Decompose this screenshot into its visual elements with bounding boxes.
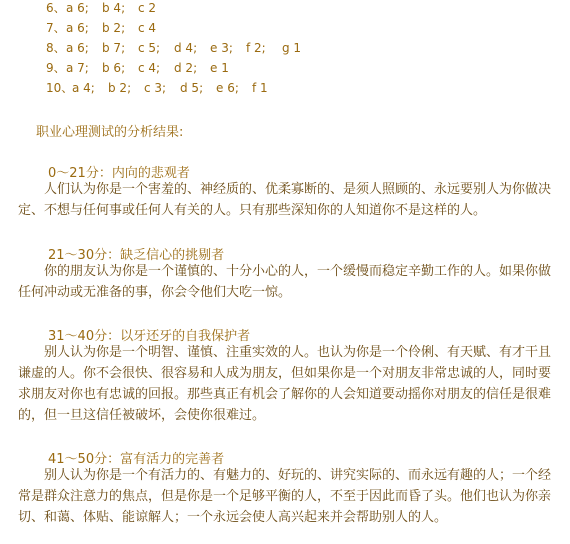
section-body-0-21: 人们认为你是一个害羞的、神经质的、优柔寡断的、是须人照顾的、永远要别人为你做决定、不想与任何事或任何人有关的人。只有那些深知你的人知道你不是这样的人。 <box>18 182 552 218</box>
option-score: b 4; <box>102 1 126 15</box>
option-score: d 5; <box>180 81 204 95</box>
question-number: 8、 <box>46 41 66 55</box>
question-number: 7、 <box>46 21 66 35</box>
section-heading-0-21: 0～21分：内向的悲观者 <box>48 166 190 181</box>
question-number: 9、 <box>46 61 66 75</box>
option-score: c 4; <box>138 61 161 75</box>
option-score: f 2; <box>246 41 266 55</box>
section-heading-31-40: 31～40分：以牙还牙的自我保护者 <box>48 329 251 344</box>
option-score: b 2; <box>108 81 132 95</box>
question-number: 6、 <box>46 1 66 15</box>
results-title: 职业心理测试的分析结果: <box>36 125 184 140</box>
question-number: 10、 <box>46 81 74 95</box>
section-body-31-40: 别人认为你是一个明智、谨慎、注重实效的人。也认为你是一个伶俐、有天赋、有才干且谦虚的人。你不会很快、很容易和人成为朋友，但如果你是一个对朋友非常忠诚的人，同时要求朋友对你也有忠诚的回报。那些真正有机会了解你的人会知道要动摇你对朋友的信任是很难的，但一旦这信任被破坏，会使你很难过。 <box>18 345 552 423</box>
option-score: a 6; <box>66 41 89 55</box>
option-score: d 4; <box>174 41 198 55</box>
option-score: b 6; <box>102 61 126 75</box>
option-score: c 5; <box>138 41 161 55</box>
option-score: e 1 <box>210 61 229 75</box>
option-score: a 6; <box>66 1 89 15</box>
option-score: g 1 <box>282 41 302 55</box>
option-score: e 3; <box>210 41 233 55</box>
section-heading-21-30: 21～30分：缺乏信心的挑剔者 <box>48 248 225 263</box>
option-score: c 4 <box>138 21 157 35</box>
option-score: c 3; <box>144 81 167 95</box>
option-score: f 1 <box>252 81 268 95</box>
section-heading-41-50: 41～50分：富有活力的完善者 <box>48 452 225 467</box>
option-score: a 4; <box>72 81 95 95</box>
option-score: c 2 <box>138 1 157 15</box>
option-score: d 2; <box>174 61 198 75</box>
section-body-41-50: 别人认为你是一个有活力的、有魅力的、好玩的、讲究实际的、而永远有趣的人；一个经常是群众注意力的焦点，但是你是一个足够平衡的人，不至于因此而昏了头。他们也认为你亲切、和蔼、体贴、能谅解人；一个永远会使人高兴起来并会帮助别人的人。 <box>18 468 552 525</box>
option-score: a 7; <box>66 61 89 75</box>
option-score: b 7; <box>102 41 126 55</box>
section-body-21-30: 你的朋友认为你是一个谨慎的、十分小心的人，一个缓慢而稳定辛勤工作的人。如果你做任何冲动或无准备的事，你会令他们大吃一惊。 <box>18 264 552 300</box>
option-score: b 2; <box>102 21 126 35</box>
option-score: e 6; <box>216 81 239 95</box>
option-score: a 6; <box>66 21 89 35</box>
